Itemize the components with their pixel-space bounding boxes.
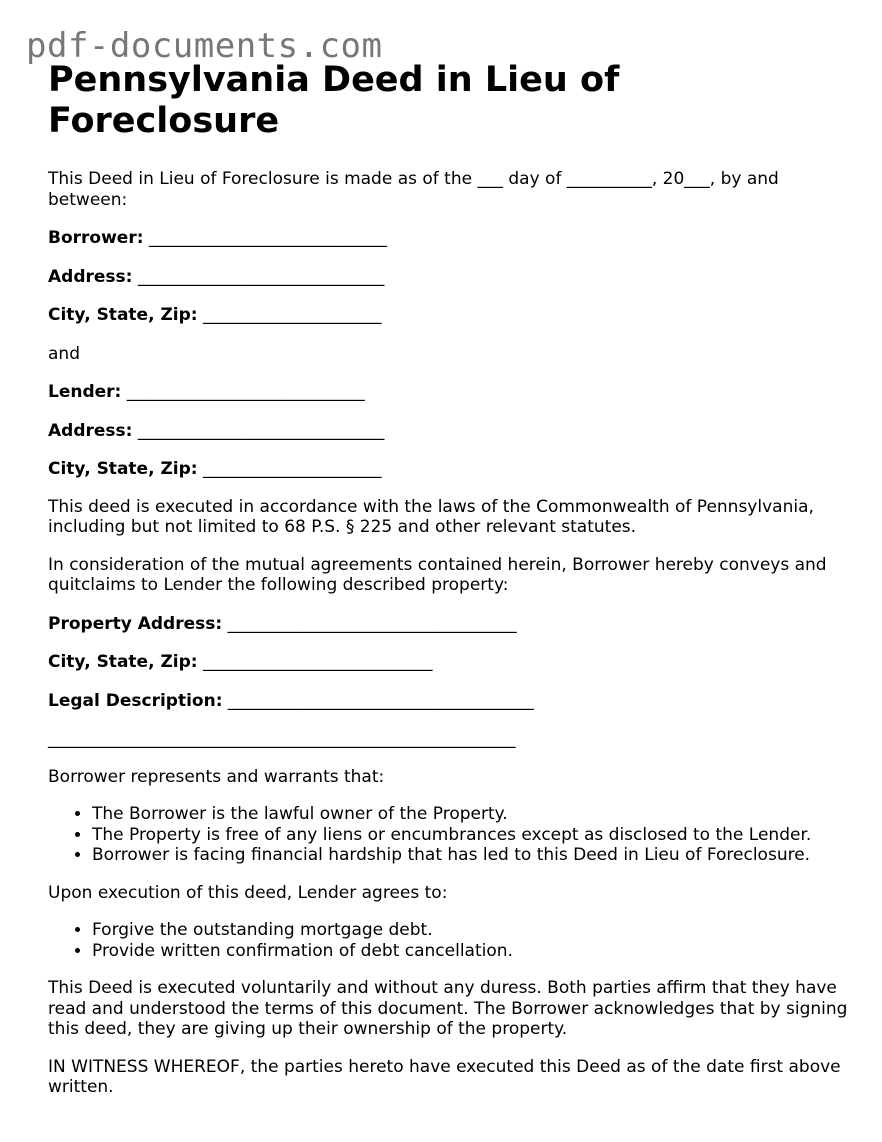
represents-paragraph: Borrower represents and warrants that:	[48, 766, 385, 787]
intro-paragraph: This Deed in Lieu of Foreclosure is made as of the ___ day of __________, 20___, by and between:	[48, 169, 779, 210]
borrower-label: Borrower:	[48, 228, 144, 248]
and-text: and	[48, 343, 80, 364]
borrower-address-field	[48, 267, 848, 288]
property-city-field	[48, 652, 848, 673]
lender-name-field	[48, 382, 848, 403]
borrower-city-label: City, State, Zip:	[48, 305, 198, 325]
lender-label: Lender:	[48, 382, 122, 402]
property-city-blank[interactable]: ___________________________	[202, 652, 433, 672]
borrower-address-blank[interactable]: _____________________________	[137, 266, 385, 287]
borrower-name-blank[interactable]: ____________________________	[148, 228, 387, 248]
property-address-label: Property Address:	[48, 613, 223, 634]
document-body	[48, 60, 848, 1098]
property-address-field	[48, 614, 848, 635]
lender-agrees-paragraph: Upon execution of this deed, Lender agrees to:	[48, 882, 448, 903]
legal-description-extra-line[interactable]: _______________________________________________________	[48, 729, 516, 749]
list-item: • The Property is free of any liens or encumbrances except as disclosed to the Lender.	[92, 825, 848, 846]
legal-description-blank[interactable]: ____________________________________	[227, 690, 534, 711]
list-item: • The Borrower is the lawful owner of the Property.	[92, 804, 848, 825]
borrower-city-blank[interactable]: _____________________	[202, 305, 382, 325]
watermark: pdf-documents.com	[26, 26, 383, 66]
lender-address-label: Address:	[48, 420, 133, 441]
lender-address-field	[48, 421, 848, 442]
borrower-name-field	[48, 228, 848, 249]
warranties-list	[48, 804, 848, 866]
lender-city-label: City, State, Zip:	[48, 459, 198, 479]
legal-description-label: Legal Description:	[48, 690, 223, 711]
law-paragraph: This deed is executed in accordance with the laws of the Commonwealth of Pennsylvania, including but not limited to 68 P.S. § 225 and other relevant statutes.	[48, 496, 814, 537]
lender-obligations-list	[48, 920, 848, 961]
legal-description-field	[48, 691, 848, 712]
lender-city-field	[48, 459, 848, 480]
list-item: • Provide written confirmation of debt cancellation.	[92, 941, 848, 962]
borrower-city-field	[48, 305, 848, 326]
list-item: • Forgive the outstanding mortgage debt.	[92, 920, 848, 941]
lender-city-blank[interactable]: _____________________	[202, 459, 382, 479]
borrower-address-label: Address:	[48, 266, 133, 287]
document-title: Pennsylvania Deed in Lieu of Foreclosure	[48, 60, 620, 141]
voluntary-paragraph: This Deed is executed voluntarily and without any duress. Both parties affirm that they have read and understood the terms of this document. The Borrower acknowledges that by signing this deed, they are giving up their ownership of the property.	[48, 978, 848, 1039]
list-item: • Borrower is facing financial hardship that has led to this Deed in Lieu of Foreclosure.	[92, 845, 848, 866]
property-city-label: City, State, Zip:	[48, 652, 198, 672]
witness-paragraph: IN WITNESS WHEREOF, the parties hereto have executed this Deed as of the date first above written.	[48, 1056, 841, 1097]
consideration-paragraph: In consideration of the mutual agreements contained herein, Borrower hereby conveys and quitclaims to Lender the following described property:	[48, 554, 827, 595]
property-address-blank[interactable]: __________________________________	[227, 613, 517, 634]
lender-address-blank[interactable]: _____________________________	[137, 420, 385, 441]
lender-name-blank[interactable]: ____________________________	[126, 382, 365, 402]
